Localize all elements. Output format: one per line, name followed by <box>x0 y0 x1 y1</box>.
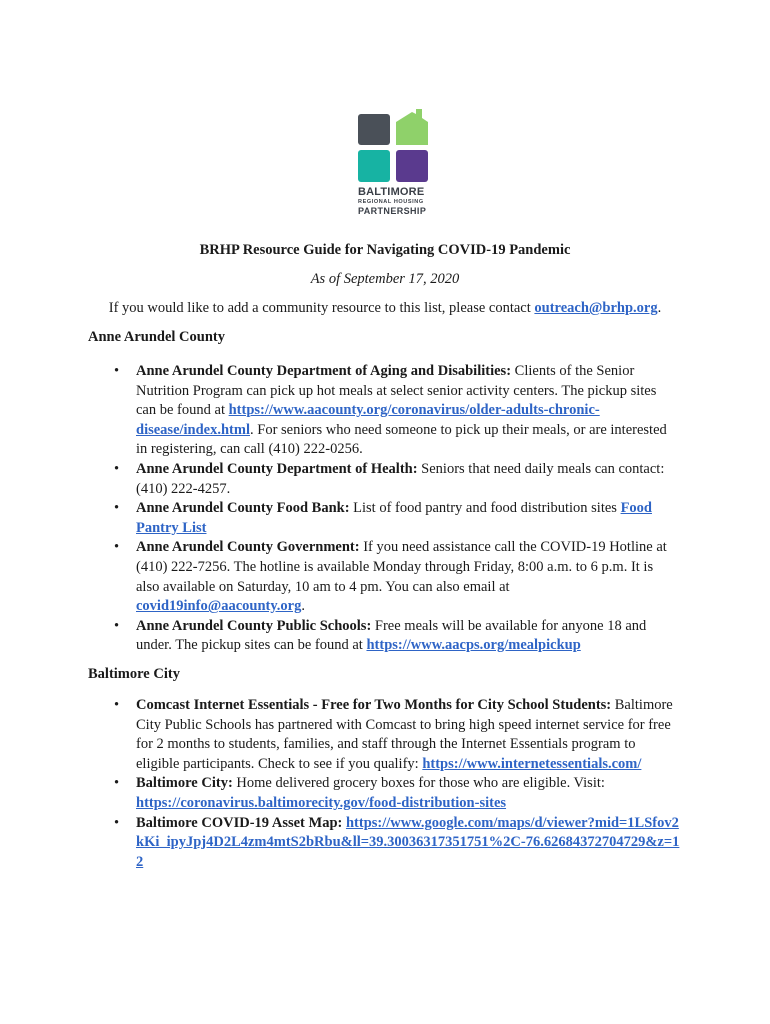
list-item <box>88 460 680 499</box>
list-item <box>88 774 680 813</box>
list-item <box>88 814 680 873</box>
section-heading-baltimore-city: Baltimore City <box>88 666 180 682</box>
resource-name: Comcast Internet Essentials - Free for Two Months for City School Students: <box>136 697 612 713</box>
intro-end: . <box>657 300 662 316</box>
resource-text: Free meals will be available for anyone 18 and under. The pickup sites can be found at <box>136 617 647 654</box>
list-item <box>88 617 680 656</box>
contact-email-link[interactable]: outreach@brhp.org <box>534 300 658 316</box>
resource-name: Anne Arundel County Department of Health: <box>136 460 418 477</box>
logo-text-partnership: PARTNERSHIP <box>358 206 427 216</box>
resource-text: Clients of the Senior Nutrition Program can pick up hot meals at select senior activity centers. The pickup sites can be found at <box>136 363 657 419</box>
intro-text: If you would like to add a community resource to this list, please contact <box>108 300 535 316</box>
resource-name: Anne Arundel County Government: <box>136 539 360 556</box>
resource-text: Home delivered grocery boxes for those who are eligible. Visit: <box>232 775 605 792</box>
resource-list-baltimore-city <box>88 696 680 872</box>
brhp-logo <box>356 108 436 218</box>
resource-link[interactable]: https://www.aacounty.org/coronavirus/older-adults-chronic-disease/index.html <box>136 402 600 438</box>
resource-link[interactable]: https://www.aacps.org/mealpickup <box>366 637 581 654</box>
list-item <box>88 362 680 460</box>
logo-text-regional-housing: REGIONAL HOUSING <box>358 199 424 205</box>
bullet-icon: • <box>114 697 120 713</box>
resource-link[interactable]: https://www.internetessentials.com/ <box>422 755 642 772</box>
resource-text: If you need assistance call the COVID-19 Hotline at (410) 222-7256. The hotline is available Monday through Friday, 8:00 a.m. to 6 p.m. It is also available on Saturday, 10 am to 4 pm. You can also email at <box>136 539 667 595</box>
document-date: As of September 17, 2020 <box>310 271 460 287</box>
resource-text: Seniors that need daily meals can contact: (410) 222-4257. <box>136 460 665 497</box>
resource-text-end: . For seniors who need someone to pick up their meals, or are interested in registering, can call (410) 222-0256. <box>136 421 667 458</box>
bullet-icon: • <box>114 539 120 556</box>
list-item <box>88 499 680 538</box>
resource-name: Anne Arundel County Department of Aging and Disabilities: <box>136 363 512 379</box>
document-title: BRHP Resource Guide for Navigating COVID-19 Pandemic <box>199 242 571 258</box>
intro-paragraph <box>0 300 770 317</box>
resource-link[interactable]: https://coronavirus.baltimorecity.gov/food-distribution-sites <box>136 794 507 811</box>
resource-name: Anne Arundel County Food Bank: <box>136 500 350 517</box>
resource-text: List of food pantry and food distribution sites <box>349 500 621 517</box>
bullet-icon: • <box>114 617 120 634</box>
bullet-icon: • <box>114 814 120 831</box>
resource-text-end: . <box>301 598 305 615</box>
logo-text-baltimore: BALTIMORE <box>358 186 425 198</box>
resource-list-anne-arundel <box>88 362 680 656</box>
resource-name: Anne Arundel County Public Schools: <box>136 617 372 634</box>
resource-link[interactable]: Food Pantry List <box>136 500 652 536</box>
resource-name: Baltimore COVID-19 Asset Map: <box>136 814 343 831</box>
bullet-icon: • <box>114 500 120 517</box>
list-item <box>88 696 680 774</box>
bullet-icon: • <box>114 775 120 792</box>
resource-name: Baltimore City: <box>136 775 233 792</box>
house-blocks-icon <box>356 108 436 186</box>
resource-text: Baltimore City Public Schools has partnered with Comcast to bring high speed internet service for free for 2 months to students, families, and staff through the Internet Essentials program to eligible participants. Check to see if you qualify: <box>136 697 673 772</box>
bullet-icon: • <box>114 460 120 477</box>
bullet-icon: • <box>114 363 120 379</box>
section-heading-anne-arundel: Anne Arundel County <box>88 329 225 345</box>
resource-link[interactable]: covid19info@aacounty.org <box>136 598 302 615</box>
resource-link[interactable]: https://www.google.com/maps/d/viewer?mid=1LSfov2kKi_ipyJpj4D2L4zm4mtS2bRbu&ll=39.30036317351751%2C-76.62684372704729&z=12 <box>136 814 680 870</box>
list-item <box>88 538 680 616</box>
